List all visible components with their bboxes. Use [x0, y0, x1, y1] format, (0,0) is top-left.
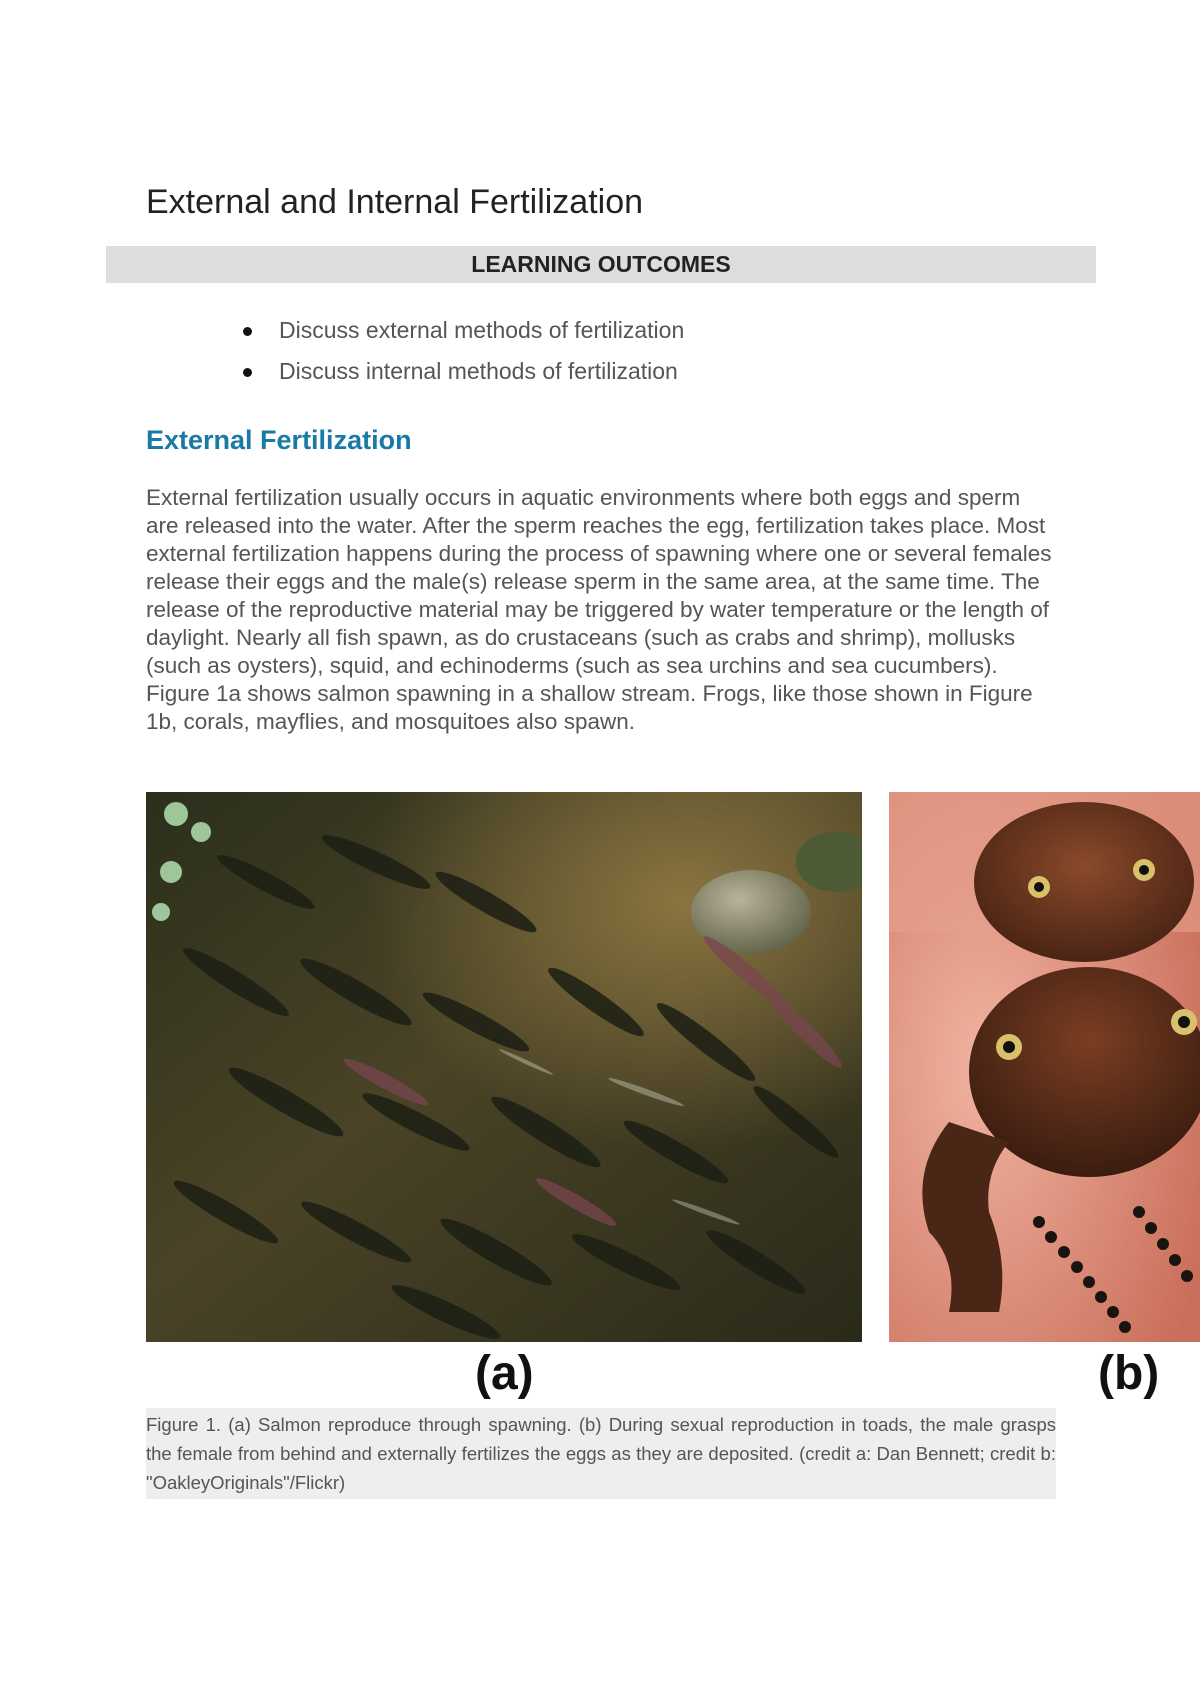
list-item	[235, 310, 684, 351]
body-paragraph: External fertilization usually occurs in aquatic environments where both eggs and sperm are released into the water. After the sperm reaches the egg, fertilization takes place. Most external fertilization happens during the process of spawning where one or several females release their eggs and the male(s) release sperm in the same area, at the same time. The release of the reproductive material may be triggered by water temperature or the length of daylight. Nearly all fish spawn, as do crustaceans (such as crabs and shrimp), mollusks (such as oysters), squid, and echinoderms (such as sea urchins and sea cucumbers). Figure 1a shows salmon spawning in a shallow stream. Frogs, like those shown in Figure 1b, corals, mayflies, and mosquitoes also spawn.	[146, 485, 1052, 734]
bullet-icon	[243, 368, 252, 377]
list-item	[235, 351, 684, 392]
salmon-photo	[146, 792, 862, 1342]
learning-outcomes-list	[235, 310, 684, 392]
page-title: External and Internal Fertilization	[146, 183, 644, 221]
figure-label-b: (b)	[1098, 1347, 1160, 1400]
list-item-text: Discuss internal methods of fertilization	[279, 358, 678, 384]
figure-label-a: (a)	[475, 1347, 534, 1400]
salmon-photo-illustration	[146, 792, 862, 1342]
toad-photo-illustration	[889, 792, 1200, 1342]
list-item-text: Discuss external methods of fertilization	[279, 317, 685, 343]
learning-outcomes-heading: LEARNING OUTCOMES	[106, 246, 1096, 283]
toad-photo	[889, 792, 1200, 1342]
section-heading: External Fertilization	[146, 425, 412, 455]
figure-caption: Figure 1. (a) Salmon reproduce through spawning. (b) During sexual reproduction in toads, the male grasps the female from behind and externally fertilizes the eggs as they are deposited. (credit a: Dan Bennett; credit b: "OakleyOriginals"/Flickr)	[146, 1408, 1056, 1499]
bullet-icon	[243, 327, 252, 336]
